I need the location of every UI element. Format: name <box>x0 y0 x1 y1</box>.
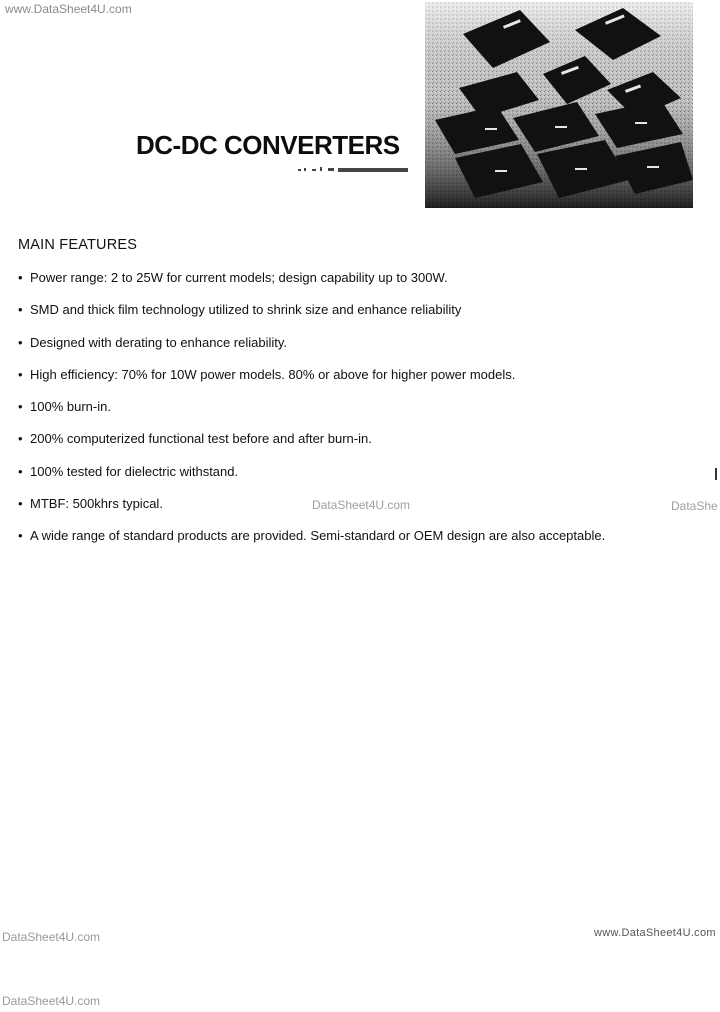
feature-text: 200% computerized functional test before and after burn-in. <box>30 431 372 447</box>
converter-modules-image <box>425 2 693 208</box>
watermark-top: www.DataSheet4U.com <box>5 2 132 16</box>
feature-item <box>18 464 605 496</box>
product-photo <box>425 2 693 208</box>
feature-item <box>18 431 605 463</box>
bullet-icon: • <box>18 302 23 318</box>
feature-text: Power range: 2 to 25W for current models; design capability up to 300W. <box>30 270 448 285</box>
watermark-middle: DataSheet4U.com <box>312 498 411 512</box>
feature-text: 100% tested for dielectric withstand. <box>30 463 239 479</box>
bullet-icon: • <box>18 366 23 382</box>
watermark-bottom-left: DataSheet4U.com <box>2 930 101 944</box>
bullet-icon: • <box>18 463 23 479</box>
feature-item <box>18 270 605 302</box>
feature-text: SMD and thick film technology utilized to shrink size and enhance reliability <box>30 302 462 318</box>
section-heading: MAIN FEATURES <box>18 237 138 253</box>
watermark-footer: DataSheet4U.com <box>2 994 101 1008</box>
feature-list <box>18 270 605 561</box>
bullet-icon: • <box>18 496 23 512</box>
bullet-icon: • <box>18 528 23 544</box>
page-title: DC-DC CONVERTERS <box>136 130 400 160</box>
edge-mark <box>715 468 717 480</box>
feature-item <box>18 399 605 431</box>
bullet-icon: • <box>18 399 23 415</box>
bullet-icon: • <box>18 334 23 350</box>
feature-text: A wide range of standard products are provided. Semi-standard or OEM design are also acceptable. <box>30 528 606 544</box>
feature-item <box>18 335 605 367</box>
bullet-icon: • <box>18 431 23 447</box>
feature-item <box>18 528 605 560</box>
feature-text: High efficiency: 70% for 10W power models. 80% or above for higher power models. <box>30 366 516 382</box>
watermark-right: DataShe <box>671 499 718 513</box>
title-decoration <box>298 164 408 174</box>
bullet-icon: • <box>18 270 23 285</box>
feature-text: Designed with derating to enhance reliability. <box>30 334 288 350</box>
watermark-bottom-right: www.DataSheet4U.com <box>594 927 716 939</box>
feature-item <box>18 367 605 399</box>
feature-item <box>18 302 605 334</box>
feature-text: 100% burn-in. <box>30 399 111 415</box>
feature-text: MTBF: 500khrs typical. <box>30 496 163 512</box>
